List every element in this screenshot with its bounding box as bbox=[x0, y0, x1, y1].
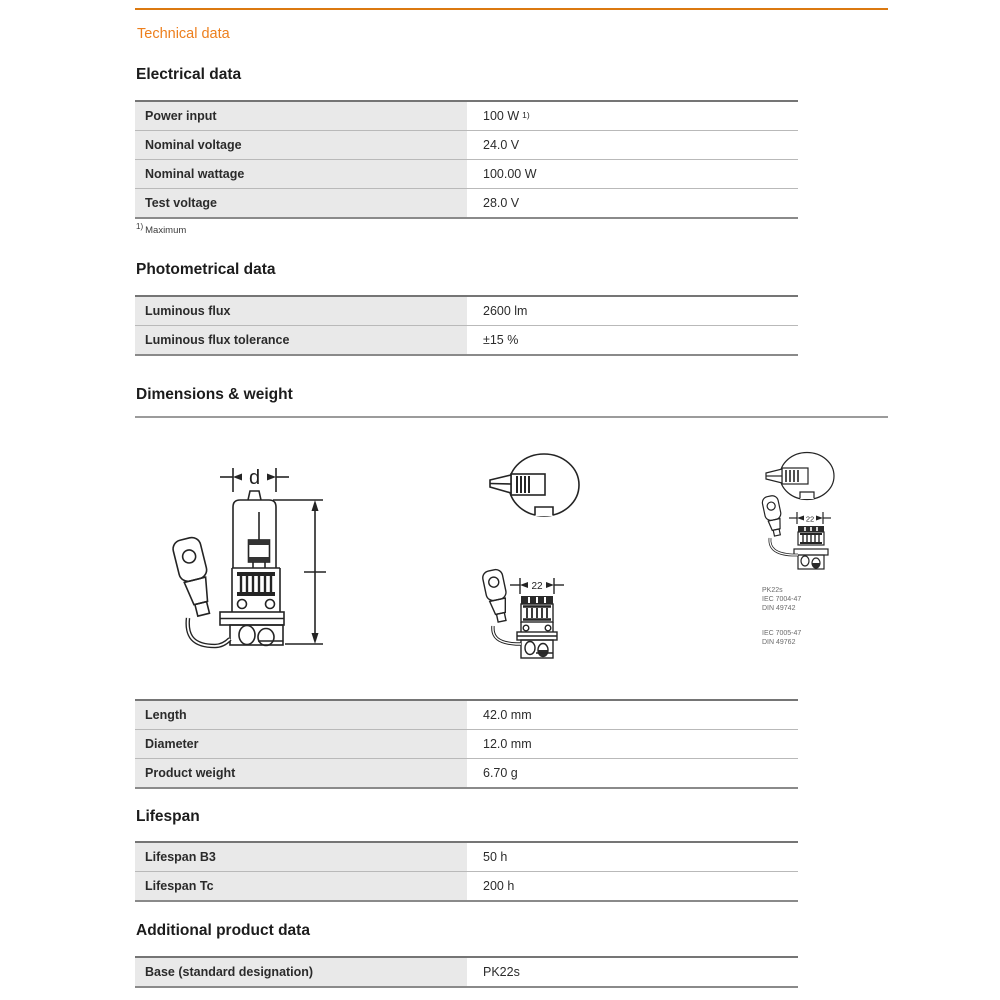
value-text: 6.70 g bbox=[483, 766, 518, 780]
value-text: PK22s bbox=[483, 965, 520, 979]
row-value bbox=[467, 843, 507, 871]
base-front-view-diagram bbox=[470, 558, 580, 666]
row-label: Nominal voltage bbox=[135, 131, 467, 159]
row-label: Base (standard designation) bbox=[135, 958, 467, 986]
section-title-electrical: Electrical data bbox=[136, 66, 242, 83]
value-text: 200 h bbox=[483, 879, 515, 893]
table-row bbox=[135, 326, 798, 354]
cap-standards-block-1 bbox=[762, 586, 801, 613]
diameter-dimension-label: d bbox=[248, 467, 261, 489]
cap-detail-diagram bbox=[750, 450, 855, 585]
table-row bbox=[135, 958, 798, 986]
row-label: Luminous flux tolerance bbox=[135, 326, 467, 354]
cap-standards-block-2 bbox=[762, 629, 801, 647]
footnote bbox=[136, 222, 186, 236]
row-value bbox=[467, 730, 532, 758]
value-text: 42.0 mm bbox=[483, 708, 532, 722]
electrical-table bbox=[135, 100, 798, 219]
row-value bbox=[467, 872, 514, 900]
row-label: Product weight bbox=[135, 759, 467, 787]
row-value bbox=[467, 701, 532, 729]
table-row bbox=[135, 730, 798, 759]
value-text: 100.00 W bbox=[483, 167, 537, 181]
footnote-marker: 1) bbox=[522, 110, 530, 120]
value-text: 28.0 V bbox=[483, 196, 520, 210]
row-label: Diameter bbox=[135, 730, 467, 758]
row-label: Luminous flux bbox=[135, 297, 467, 325]
row-label: Power input bbox=[135, 102, 467, 130]
row-label: Nominal wattage bbox=[135, 160, 467, 188]
value-text: 12.0 mm bbox=[483, 737, 532, 751]
value-text: ±15 % bbox=[483, 333, 519, 347]
bulb-front-view-diagram bbox=[163, 452, 358, 667]
photometrical-table bbox=[135, 295, 798, 356]
din-standard: DIN 49762 bbox=[762, 639, 796, 646]
row-value bbox=[467, 160, 537, 188]
row-value bbox=[467, 131, 519, 159]
iec-standard: IEC 7005-47 bbox=[762, 630, 802, 637]
lifespan-table bbox=[135, 841, 798, 902]
section-divider bbox=[135, 416, 888, 418]
width-dimension-label: 22 bbox=[531, 581, 543, 592]
row-value bbox=[467, 326, 518, 354]
footnote-marker: 1) bbox=[136, 222, 144, 231]
footnote-text: Maximum bbox=[145, 225, 187, 237]
section-title-photometrical: Photometrical data bbox=[136, 261, 276, 278]
table-row bbox=[135, 701, 798, 730]
table-row bbox=[135, 160, 798, 189]
table-row bbox=[135, 843, 798, 872]
row-value bbox=[467, 759, 518, 787]
section-title-dimensions: Dimensions & weight bbox=[136, 386, 293, 403]
value-text: 2600 lm bbox=[483, 304, 528, 318]
section-title-additional: Additional product data bbox=[136, 922, 310, 939]
table-row bbox=[135, 872, 798, 900]
table-row bbox=[135, 297, 798, 326]
row-value bbox=[467, 958, 520, 986]
value-text: 100 W bbox=[483, 109, 520, 123]
table-row bbox=[135, 131, 798, 160]
additional-table bbox=[135, 956, 798, 988]
row-label: Test voltage bbox=[135, 189, 467, 217]
iec-standard: IEC 7004-47 bbox=[762, 596, 802, 603]
row-label: Lifespan Tc bbox=[135, 872, 467, 900]
cap-designation: PK22s bbox=[762, 587, 783, 594]
width-dimension-label-small: 22 bbox=[805, 514, 815, 524]
row-label: Length bbox=[135, 701, 467, 729]
row-label: Lifespan B3 bbox=[135, 843, 467, 871]
row-value bbox=[467, 297, 527, 325]
section-title-lifespan: Lifespan bbox=[136, 808, 200, 825]
table-row bbox=[135, 102, 798, 131]
value-text: 50 h bbox=[483, 850, 508, 864]
table-row bbox=[135, 759, 798, 787]
row-value bbox=[467, 102, 530, 130]
table-row bbox=[135, 189, 798, 217]
dimensions-table bbox=[135, 699, 798, 789]
cap-top-view-diagram bbox=[487, 452, 582, 520]
row-value bbox=[467, 189, 519, 217]
top-accent-rule bbox=[135, 8, 888, 10]
din-standard: DIN 49742 bbox=[762, 605, 796, 612]
value-text: 24.0 V bbox=[483, 138, 520, 152]
page-title: Technical data bbox=[137, 26, 230, 42]
